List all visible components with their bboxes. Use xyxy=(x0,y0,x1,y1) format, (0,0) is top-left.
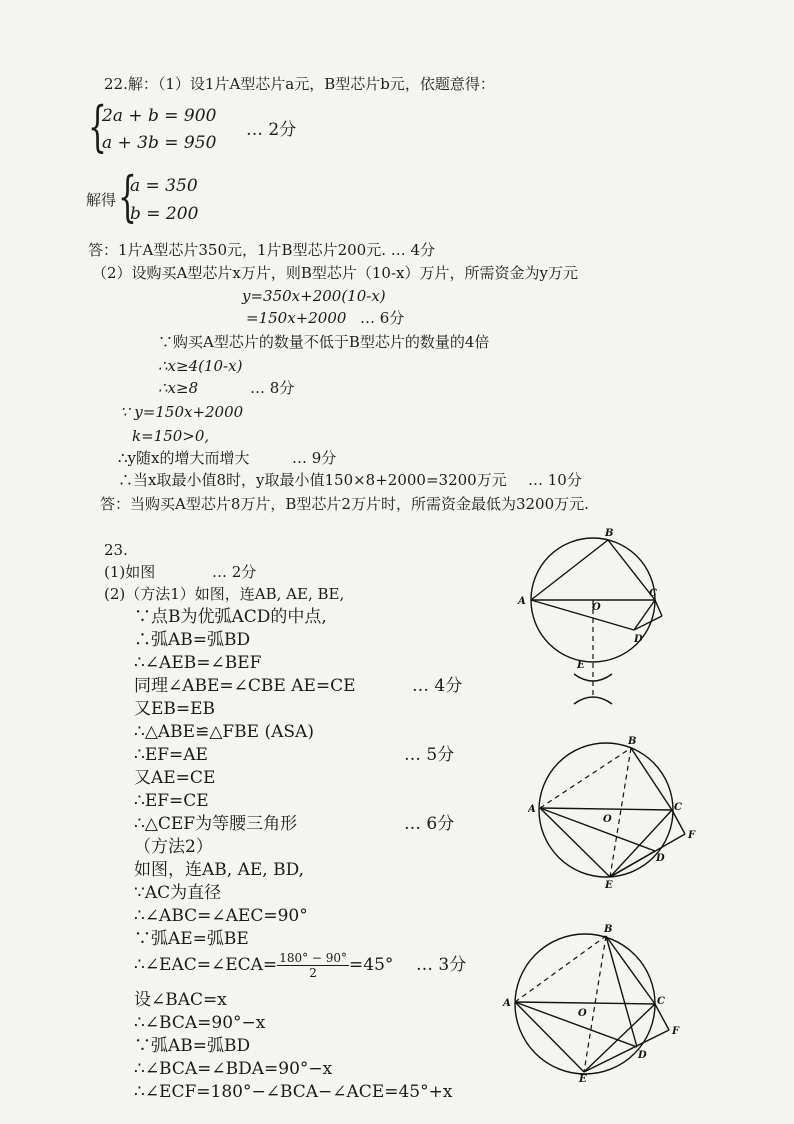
label-O: O xyxy=(603,814,612,825)
solution-brace: { xyxy=(118,165,137,228)
label-B: B xyxy=(628,736,637,747)
method2-line2: ∵AC为直径 xyxy=(134,883,222,903)
method2-line8: ∵弧AB=弧BD xyxy=(134,1036,251,1056)
label-A: A xyxy=(503,998,511,1009)
label-D: D xyxy=(656,853,665,864)
method2-line5-lhs: ∴∠EAC=∠ECA= xyxy=(134,955,278,975)
label-E: E xyxy=(579,1074,587,1082)
method1-line9: ∴EF=CE xyxy=(134,791,209,811)
minimum-score: … 10分 xyxy=(528,471,582,489)
label-A: A xyxy=(528,804,536,815)
method1-line1: ∵点B为优弧ACD的中点, xyxy=(134,607,327,627)
label-C: C xyxy=(674,802,682,813)
answer-2: 答：当购买A型芯片8万片，B型芯片2万片时，所需资金最低为3200万元. xyxy=(100,495,589,513)
inequality-score: … 8分 xyxy=(250,379,295,397)
increase-statement: ∴y随x的增大而增大 xyxy=(118,449,250,467)
method1-line4: 同理∠ABE=∠CBE AE=CE xyxy=(134,676,356,696)
arc-mark-2 xyxy=(574,697,612,704)
method2-line6: 设∠BAC=x xyxy=(134,990,227,1010)
line-AE xyxy=(515,1002,584,1072)
line-CF xyxy=(655,1004,669,1030)
line-ED xyxy=(610,851,655,877)
method2-line5 xyxy=(134,948,393,982)
method2-line5-score: … 3分 xyxy=(416,955,467,975)
line-EC xyxy=(584,1004,655,1072)
angle-fraction xyxy=(277,951,349,980)
method1-line10-score: … 6分 xyxy=(404,814,455,834)
inequality-result: ∴x≥8 xyxy=(158,379,199,397)
line-AC xyxy=(540,808,672,810)
equation-score: … 2分 xyxy=(246,120,297,140)
line-EF xyxy=(584,1030,669,1072)
line-AB xyxy=(531,540,608,600)
line-AD xyxy=(515,1002,637,1047)
label-O: O xyxy=(592,602,601,613)
fraction-numerator: 180° − 90° xyxy=(279,951,348,965)
line-CF xyxy=(672,810,685,834)
line-AE xyxy=(540,808,610,877)
method1-line5: 又EB=EB xyxy=(134,699,216,719)
part2-intro: （2）设购买A型芯片x万片，则B型芯片（10-x）万片，所需资金为y万元 xyxy=(92,264,578,282)
label-F: F xyxy=(672,1026,680,1037)
dashed-AB xyxy=(515,936,606,1002)
label-O: O xyxy=(578,1008,587,1019)
q23-part1-score: … 2分 xyxy=(212,563,257,581)
solution-b: b = 200 xyxy=(130,204,199,224)
y-expression: y=350x+200(10-x) xyxy=(242,287,386,305)
solution-a: a = 350 xyxy=(130,176,198,196)
method2-line3: ∴∠ABC=∠AEC=90° xyxy=(134,906,308,926)
geometry-figure-2 xyxy=(528,730,708,890)
method2-line1: 如图，连AB, AE, BD, xyxy=(134,860,304,880)
method1-line4-score: … 4分 xyxy=(412,676,463,696)
method1-line7-score: … 5分 xyxy=(404,745,455,765)
line-C-ext xyxy=(655,600,662,616)
method2-heading: （方法2） xyxy=(134,837,213,857)
geometry-figure-3 xyxy=(500,922,690,1082)
increase-score: … 9分 xyxy=(292,449,337,467)
method2-line10: ∴∠ECF=180°−∠BCA−∠ACE=45°+x xyxy=(134,1082,453,1102)
solve-label: 解得 xyxy=(86,191,117,209)
q23-part2-intro: (2)（方法1）如图，连AB, AE, BE, xyxy=(104,585,345,603)
q22-intro: 22.解：（1）设1片A型芯片a元，B型芯片b元，依题意得： xyxy=(104,75,495,93)
method1-line8: 又AE=CE xyxy=(134,768,216,788)
system-brace: { xyxy=(88,95,107,158)
method2-line5-rhs: =45° xyxy=(349,955,394,975)
dashed-BE xyxy=(584,936,606,1072)
label-F: F xyxy=(688,830,696,841)
q23-number: 23. xyxy=(104,541,128,559)
condition: ∵购买A型芯片的数量不低于B型芯片的数量的4倍 xyxy=(158,333,490,351)
line-AD xyxy=(531,600,634,630)
geometry-figure-1 xyxy=(512,526,692,716)
line-BC xyxy=(606,936,655,1004)
k-value: k=150>0, xyxy=(132,427,210,445)
method2-line7: ∴∠BCA=90°−x xyxy=(134,1013,266,1033)
minimum-value: ∴当x取最小值8时，y取最小值150×8+2000=3200万元 xyxy=(118,471,507,489)
label-B: B xyxy=(604,924,613,935)
label-D: D xyxy=(634,634,643,645)
label-A: A xyxy=(518,596,526,607)
inequality: ∴x≥4(10-x) xyxy=(158,357,243,375)
method1-line3: ∴∠AEB=∠BEF xyxy=(134,653,262,673)
label-C: C xyxy=(657,996,665,1007)
label-D: D xyxy=(638,1050,647,1061)
method1-line10: ∴△CEF为等腰三角形 xyxy=(134,814,298,834)
method2-line9: ∴∠BCA=∠BDA=90°−x xyxy=(134,1059,333,1079)
fraction-denominator: 2 xyxy=(309,966,317,980)
equation-2: a + 3b = 950 xyxy=(102,133,217,153)
q23-part1: (1)如图 xyxy=(104,563,156,581)
label-E: E xyxy=(605,880,613,890)
method1-line6: ∴△ABE≌△FBE (ASA) xyxy=(134,722,314,742)
label-C: C xyxy=(649,588,657,599)
dashed-AB xyxy=(540,748,631,808)
line-AC xyxy=(515,1002,655,1004)
method2-line4: ∵弧AE=弧BE xyxy=(134,929,249,949)
method1-line7: ∴EF=AE xyxy=(134,745,208,765)
y-score: … 6分 xyxy=(360,309,405,327)
method1-line2: ∴弧AB=弧BD xyxy=(134,630,251,650)
label-B: B xyxy=(605,528,614,539)
because-y: ∵ y=150x+2000 xyxy=(120,403,244,421)
answer-1: 答：1片A型芯片350元，1片B型芯片200元. … 4分 xyxy=(88,241,436,259)
y-simplified: =150x+2000 xyxy=(246,309,347,327)
line-AD xyxy=(540,808,655,851)
label-E: E xyxy=(577,660,585,671)
equation-1: 2a + b = 900 xyxy=(102,106,217,126)
